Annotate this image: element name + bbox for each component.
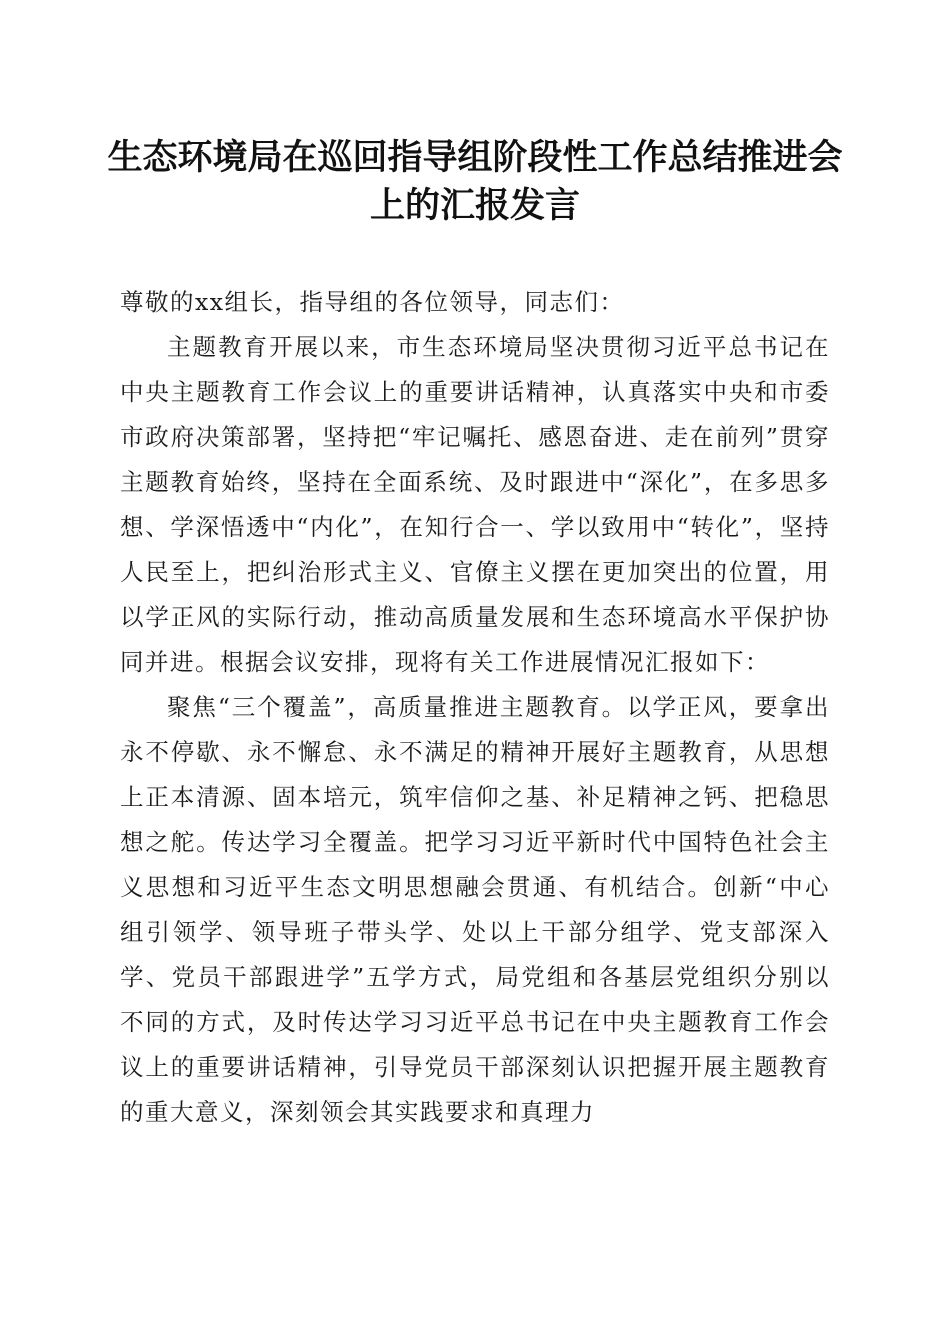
document-body xyxy=(120,280,830,1135)
paragraph-section-1: 聚焦“三个覆盖”，高质量推进主题教育。以学正风，要拿出永不停歇、永不懈怠、永不满足的精神开展好主题教育，从思想上正本清源、固本培元，筑牢信仰之基、补足精神之钙、把稳思想之舵。传达学习全覆盖。把学习习近平新时代中国特色社会主义思想和习近平生态文明思想融会贯通、有机结合。创新“中心组引领学、领导班子带头学、处以上干部分组学、党支部深入学、党员干部跟进学”五学方式，局党组和各基层党组织分别以不同的方式，及时传达学习习近平总书记在中央主题教育工作会议上的重要讲话精神，引导党员干部深刻认识把握开展主题教育的重大意义，深刻领会其实践要求和真理力 xyxy=(120,693,830,1126)
paragraph-intro: 主题教育开展以来，市生态环境局坚决贯彻习近平总书记在中央主题教育工作会议上的重要讲话精神，认真落实中央和市委市政府决策部署，坚持把“牢记嘱托、感恩奋进、走在前列”贯穿主题教育始终，坚持在全面系统、及时跟进中“深化”，在多思多想、学深悟透中“内化”，在知行合一、学以致用中“转化”，坚持人民至上，把纠治形式主义、官僚主义摆在更加突出的位置，用以学正风的实际行动，推动高质量发展和生态环境高水平保护协同并进。根据会议安排，现将有关工作进展情况汇报如下： xyxy=(120,333,830,676)
salutation: 尊敬的xx组长，指导组的各位领导，同志们： xyxy=(120,288,625,316)
document-title: 生态环境局在巡回指导组阶段性工作总结推进会上的汇报发言 xyxy=(107,137,843,226)
